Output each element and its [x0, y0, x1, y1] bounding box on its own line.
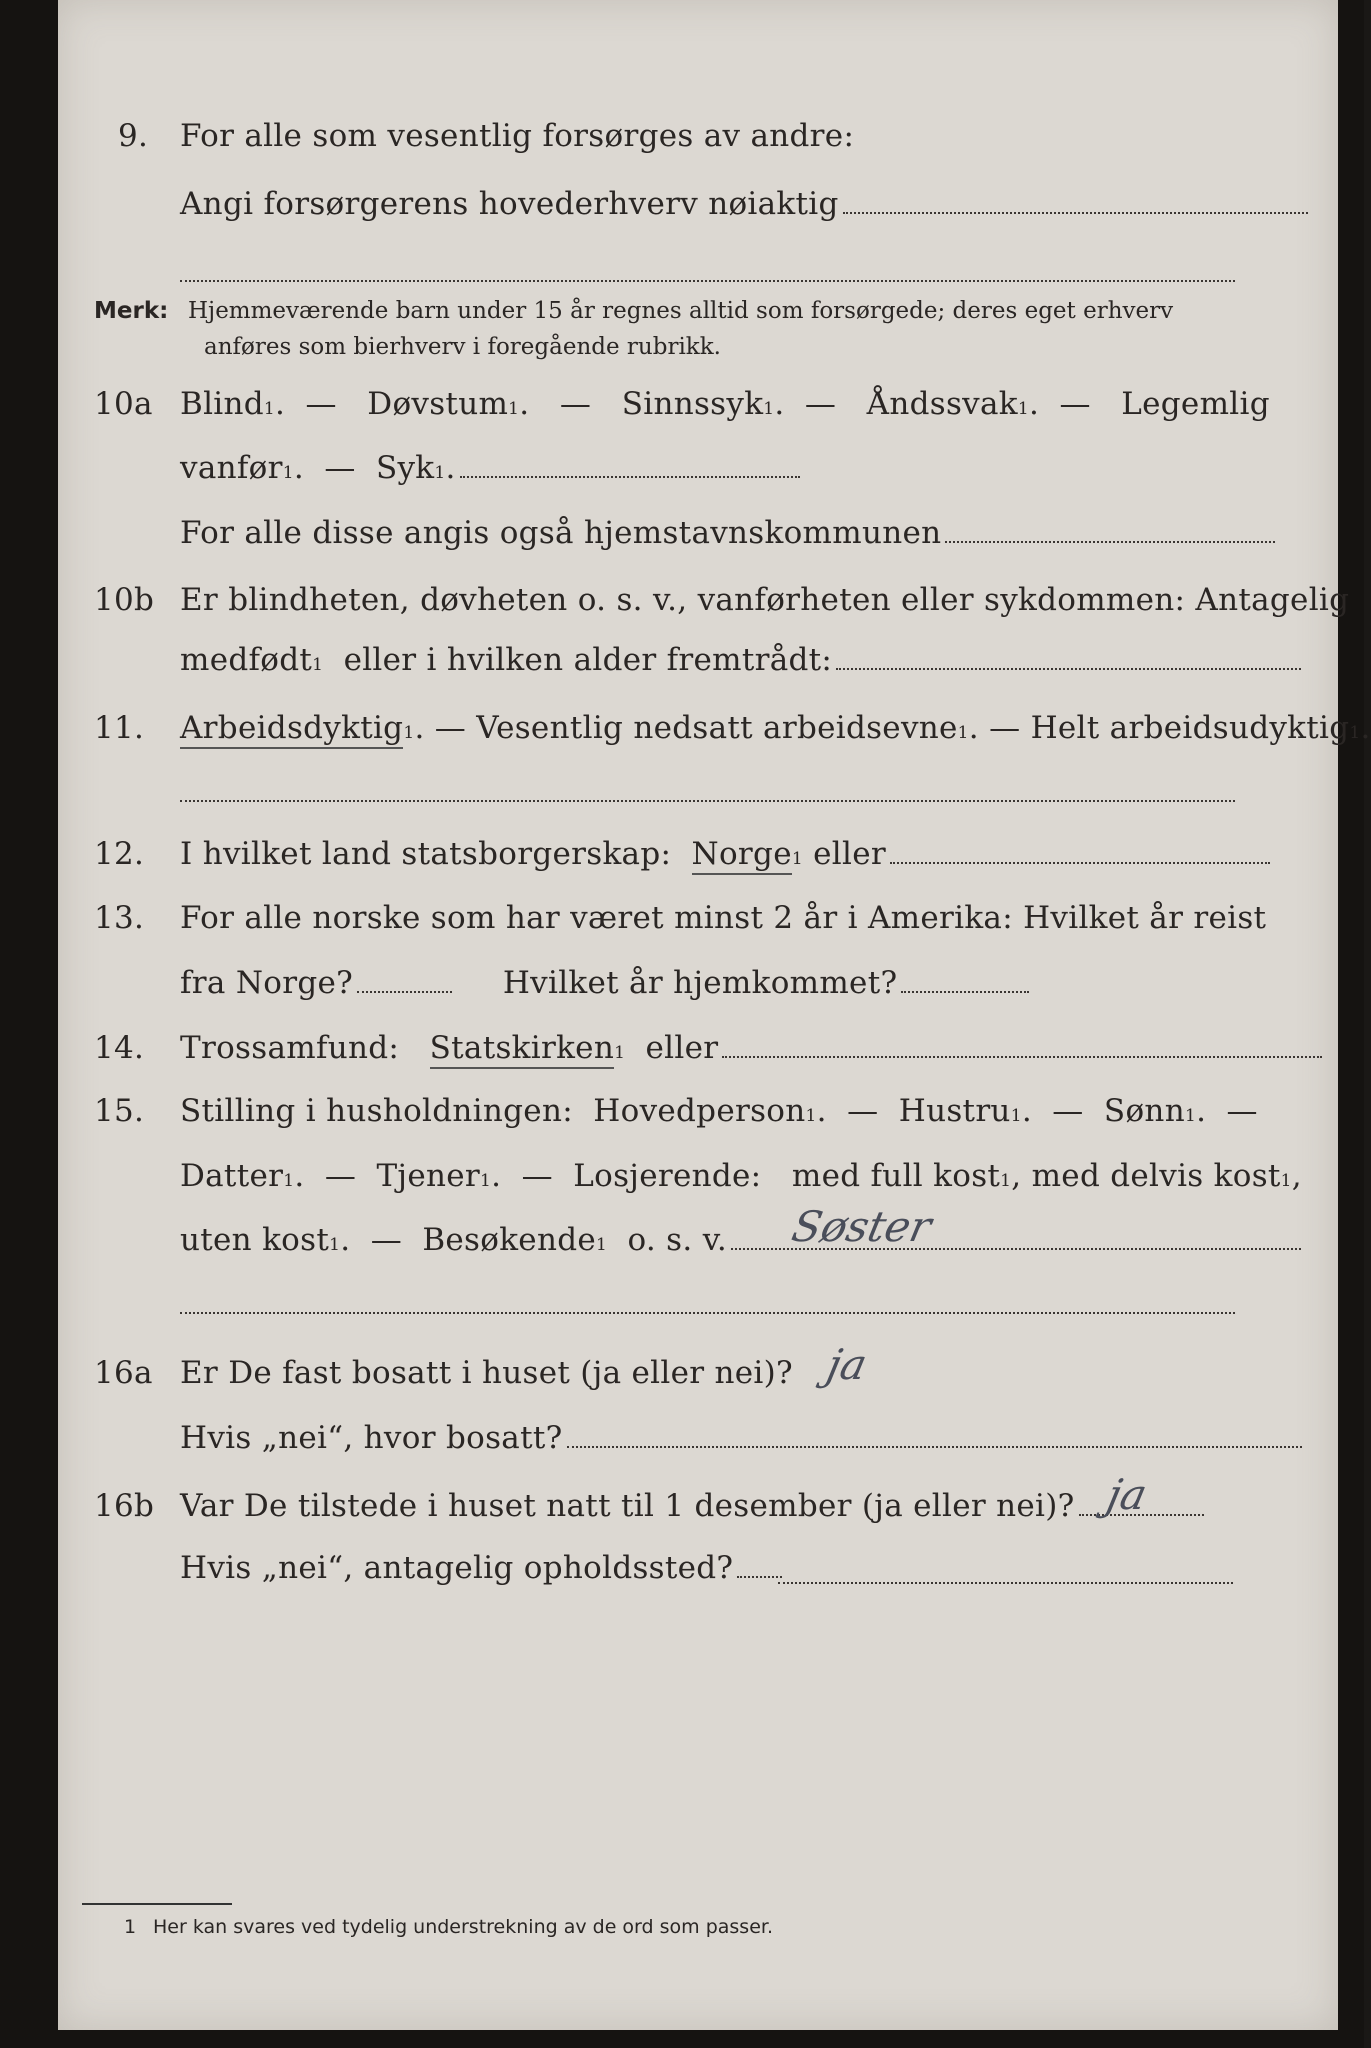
question-number: 16b	[94, 1488, 155, 1524]
question-number: 13.	[94, 900, 145, 936]
question-number: 15.	[94, 1093, 145, 1129]
option-nedsatt[interactable]: Vesentlig nedsatt arbeidsevne	[476, 710, 958, 746]
handwritten-answer-bosatt: ja	[822, 1340, 872, 1389]
answer-line[interactable]	[945, 540, 1275, 543]
question-number: 16a	[94, 1355, 153, 1391]
option-delvis-kost[interactable]: med delvis kost	[1031, 1158, 1281, 1194]
option-legemlig[interactable]: Legemlig	[1121, 386, 1270, 422]
question-text: Er De fast bosatt i huset (ja eller nei)?	[180, 1355, 793, 1391]
option-uten-kost[interactable]: uten kost	[180, 1222, 330, 1258]
question-text: Hvilket år hjemkommet?	[502, 965, 898, 1001]
option-hustru[interactable]: Hustru	[898, 1093, 1011, 1129]
question-text: Hvis „nei“, antagelig opholdssted?	[180, 1550, 734, 1586]
option-medfodt[interactable]: medfødt	[180, 642, 313, 678]
option-udyktig[interactable]: Helt arbeidsudyktig	[1030, 710, 1350, 746]
question-text: For alle som vesentlig forsørges av andre:	[180, 118, 855, 154]
question-text: Er blindheten, døvheten o. s. v., vanførheten eller sykdommen: Antagelig	[180, 582, 1350, 618]
option-sinnssyk[interactable]: Sinnssyk	[621, 386, 764, 422]
question-text: fra Norge?	[180, 965, 354, 1001]
question-text: Trossamfund:	[180, 1030, 400, 1066]
answer-line[interactable]	[836, 667, 1301, 670]
footnote-divider	[82, 1903, 232, 1905]
answer-line[interactable]	[843, 211, 1308, 214]
answer-line-hjemkommet[interactable]	[901, 990, 1029, 993]
option-vanfor[interactable]: vanfør	[180, 450, 283, 486]
handwritten-answer-stilling: Søster	[787, 1202, 936, 1251]
answer-line[interactable]	[778, 1582, 1233, 1584]
question-text: For alle norske som har været minst 2 år i Amerika: Hvilket år reist	[180, 900, 1267, 936]
question-number: 12.	[94, 836, 145, 872]
handwritten-answer-tilstede: ja	[1102, 1470, 1152, 1519]
question-text: eller	[813, 836, 886, 872]
question-text: eller i hvilken alder fremtrådt:	[343, 642, 833, 678]
scan-border-right	[1338, 0, 1364, 2048]
question-text: For alle disse angis også hjemstavnskommunen	[180, 515, 942, 551]
option-statskirken[interactable]: Statskirken	[430, 1030, 614, 1069]
note-line1: Hjemmeværende barn under 15 år regnes alltid som forsørgede; deres eget erhverv	[188, 298, 1174, 324]
option-arbeidsdyktig[interactable]: Arbeidsdyktig	[180, 710, 403, 749]
option-andssvak[interactable]: Åndssvak	[866, 386, 1018, 422]
question-text: I hvilket land statsborgerskap:	[180, 836, 672, 872]
question-text: Stilling i husholdningen:	[180, 1093, 573, 1129]
question-number: 10a	[94, 386, 153, 422]
option-norge[interactable]: Norge	[692, 836, 792, 875]
option-blind[interactable]: Blind	[180, 386, 264, 422]
question-text: eller	[645, 1030, 719, 1066]
note-line2: anføres som bierhverv i foregående rubrikk.	[204, 334, 721, 360]
question-number: 9.	[118, 118, 149, 154]
answer-line-reist[interactable]	[357, 990, 452, 993]
answer-line[interactable]	[460, 475, 800, 478]
scan-border-bottom	[0, 2030, 1364, 2048]
question-number: 11.	[94, 710, 145, 746]
question-text: Hvis „nei“, hvor bosatt?	[180, 1420, 563, 1456]
option-syk[interactable]: Syk	[375, 450, 435, 486]
option-datter[interactable]: Datter	[180, 1158, 284, 1194]
answer-line[interactable]	[180, 280, 1235, 282]
note	[94, 298, 168, 324]
option-besokende[interactable]: Besøkende	[422, 1222, 597, 1258]
scan-border-left	[0, 0, 58, 2048]
answer-line[interactable]	[180, 1312, 1235, 1314]
question-text: Angi forsørgerens hovederhverv nøiaktig	[180, 186, 839, 222]
answer-line[interactable]	[722, 1055, 1322, 1058]
footnote-text: Her kan svares ved tydelig understrekning av de ord som passer.	[153, 1916, 773, 1938]
question-number: 10b	[94, 582, 155, 618]
option-full-kost[interactable]: med full kost	[791, 1158, 1001, 1194]
option-hovedperson[interactable]: Hovedperson	[593, 1093, 806, 1129]
question-number: 14.	[94, 1030, 145, 1066]
option-dovstum[interactable]: Døvstum	[367, 386, 509, 422]
answer-line[interactable]	[737, 1575, 782, 1578]
option-sonn[interactable]: Sønn	[1103, 1093, 1185, 1129]
option-tjener[interactable]: Tjener	[376, 1158, 481, 1194]
answer-line[interactable]	[180, 800, 1235, 802]
answer-line[interactable]	[890, 861, 1270, 864]
answer-line[interactable]	[567, 1445, 1302, 1448]
form-page: 9. For alle som vesentlig forsørges av andre: Angi forsørgerens hovederhverv nøiaktig Merk: Hjemmeværende barn under 15 år regnes alltid som forsørgede; deres eget erhverv anføres som bierhverv i foregående rubrikk. 10a Blind 1 . — Døvstum 1 . — Sinnssyk 1 . — Åndssvak 1 . — Legemlig vanfør 1 . — Syk 1 . For alle disse angis også hjemstavnskommunen 10b Er blindheten, døvheten o. s. v., vanførheten eller sykdommen: Antagelig medfødt 1 eller i hvilken alder fremtrådt: 11. Arbeidsdyktig 1 . — Vesentlig nedsatt arbeidsevne 1 . — Helt arbeidsudyktig 1 . 12. I hvilket land statsborgerskap: Norge 1 eller 13. For alle norske som har været minst 2 år i Amerika: Hvilket år reist fra Norge? Hvilket år hjemkommet? 14. Trossamfund: Statskirken 1 eller 15. Stilling i husholdningen: Hovedperson 1 . — Hustru 1 . — Sønn 1 . — Datter 1 . — Tjener 1 . — Losjerende: med full kost 1 , med delvis kost 1 , uten kost 1 . — Besøkende 1 o. s. v. Søster 16a Er De fast bosatt i huset (ja eller nei)? ja Hvis „nei“, hvor bosatt? 16b Var De tilstede i huset natt til 1 desember (ja eller nei)? ja Hvis „nei“, antagelig opholdssted? 1 Her kan svares ved tydelig understrekning av de ord som passer.	[58, 0, 1338, 2030]
footnote-mark: 1	[124, 1916, 137, 1938]
question-text: o. s. v.	[627, 1222, 727, 1258]
question-text: Var De tilstede i huset natt til 1 desember (ja eller nei)?	[180, 1488, 1075, 1524]
question-text: Losjerende:	[573, 1158, 762, 1194]
note-label: Merk:	[94, 298, 169, 324]
